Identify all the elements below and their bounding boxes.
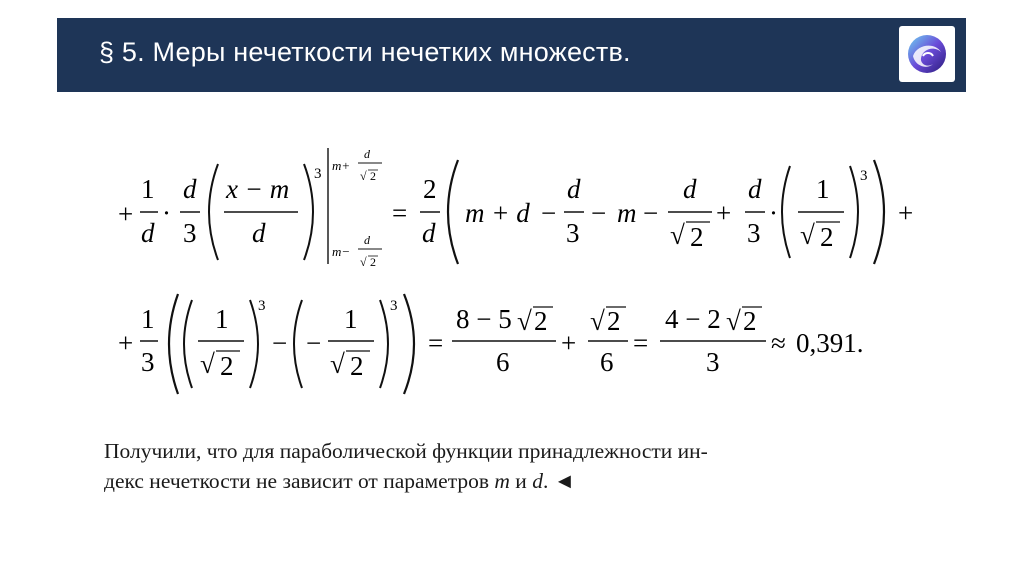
sqrt-radicand: 2	[607, 306, 621, 336]
sqrt-sign: √	[200, 349, 215, 379]
sqrt-radicand: 2	[690, 222, 704, 252]
fraction-numerator: 2	[423, 174, 437, 204]
right-paren	[380, 300, 388, 388]
fraction-numerator: d	[567, 174, 581, 204]
fraction-denominator: 3	[566, 218, 580, 248]
left-paren	[209, 164, 218, 260]
sqrt-sign: √	[670, 220, 685, 250]
term-m-plus-d: m + d	[465, 198, 530, 228]
plus-sign: +	[716, 198, 732, 228]
fraction-denominator: d	[252, 218, 266, 248]
fraction-denominator: 3	[183, 218, 197, 248]
formula-line-1	[118, 147, 913, 269]
right-paren	[404, 294, 414, 394]
result-value: 0,391.	[796, 328, 864, 358]
fraction-numerator: x − m	[226, 174, 290, 204]
conjunction: и	[509, 469, 533, 493]
formula-line-2	[118, 294, 864, 394]
sqrt-sign: √	[800, 220, 815, 250]
conclusion-line-1: Получили, что для параболической функции принадлежности ин-	[104, 439, 708, 463]
equals-sign: =	[428, 328, 444, 358]
plus-sign: +	[898, 198, 914, 228]
lower-limit-two: 2	[370, 255, 376, 269]
left-paren	[184, 300, 192, 388]
fraction-numerator: 1	[141, 174, 155, 204]
fraction-denominator: d	[141, 218, 155, 248]
exponent: 3	[390, 298, 398, 314]
fraction-numerator: d	[683, 174, 697, 204]
lower-limit: m−	[332, 244, 351, 259]
sqrt-radicand: 2	[743, 306, 757, 336]
minus-sign: −	[643, 198, 659, 228]
fraction-denominator: 3	[706, 347, 720, 377]
conclusion-text	[104, 436, 934, 496]
exponent: 3	[258, 298, 266, 314]
plus-sign: +	[561, 328, 577, 358]
var-d: d	[532, 469, 543, 493]
minus-sign: −	[306, 328, 322, 358]
multiply-dot: ·	[162, 198, 171, 228]
exponent: 3	[860, 168, 868, 184]
plus-sign: +	[118, 199, 134, 229]
conclusion-line-2	[104, 466, 934, 496]
sqrt-sign: √	[590, 306, 605, 336]
fraction-numerator: d	[748, 174, 762, 204]
upper-limit: m+	[332, 158, 351, 173]
fraction-denominator: 3	[141, 347, 155, 377]
fraction-denominator: d	[422, 218, 436, 248]
left-paren	[448, 160, 458, 264]
approx-sign: ≈	[771, 328, 786, 358]
minus-sign: −	[591, 198, 607, 228]
var-m: m	[494, 469, 510, 493]
end-marker: . ◄	[542, 469, 575, 493]
multiply-dot: ·	[769, 198, 778, 228]
fraction-numerator: 1	[215, 304, 229, 334]
fraction-numerator: 1	[816, 174, 830, 204]
sqrt-radicand: 2	[534, 306, 548, 336]
sqrt-radicand: 2	[350, 351, 364, 381]
fraction-numerator: 1	[344, 304, 358, 334]
left-paren	[782, 166, 790, 258]
sqrt-sign: √	[517, 306, 532, 336]
minus-sign: −	[541, 198, 557, 228]
fraction-numerator: d	[183, 174, 197, 204]
right-paren	[304, 164, 313, 260]
fraction-denominator: 6	[496, 347, 510, 377]
sqrt-sign: √	[330, 349, 345, 379]
fraction-numerator: 8 − 5	[456, 304, 512, 334]
sqrt-radicand: 2	[820, 222, 834, 252]
right-paren	[874, 160, 884, 264]
minus-sign: −	[272, 328, 288, 358]
right-paren	[850, 166, 858, 258]
sqrt-sign: √	[360, 255, 367, 269]
fraction-denominator: 6	[600, 347, 614, 377]
term-m: m	[617, 198, 637, 228]
slide-title: § 5. Меры нечеткости нечетких множеств.	[99, 37, 631, 67]
equals-sign: =	[392, 198, 408, 228]
right-paren	[250, 300, 258, 388]
fraction-denominator: 3	[747, 218, 761, 248]
exponent: 3	[314, 166, 322, 182]
upper-limit-d: d	[364, 147, 370, 161]
equals-sign: =	[633, 328, 649, 358]
upper-limit-two: 2	[370, 169, 376, 183]
sqrt-radicand: 2	[220, 351, 234, 381]
sqrt-sign: √	[360, 169, 367, 183]
sqrt-sign: √	[726, 306, 741, 336]
fraction-numerator: 4 − 2	[665, 304, 721, 334]
lower-limit-d: d	[364, 233, 370, 247]
plus-sign: +	[118, 328, 134, 358]
conclusion-line-2-start: декс нечеткости не зависит от параметров	[104, 469, 495, 493]
left-paren	[294, 300, 302, 388]
fraction-numerator: 1	[141, 304, 155, 334]
left-paren	[169, 294, 178, 394]
